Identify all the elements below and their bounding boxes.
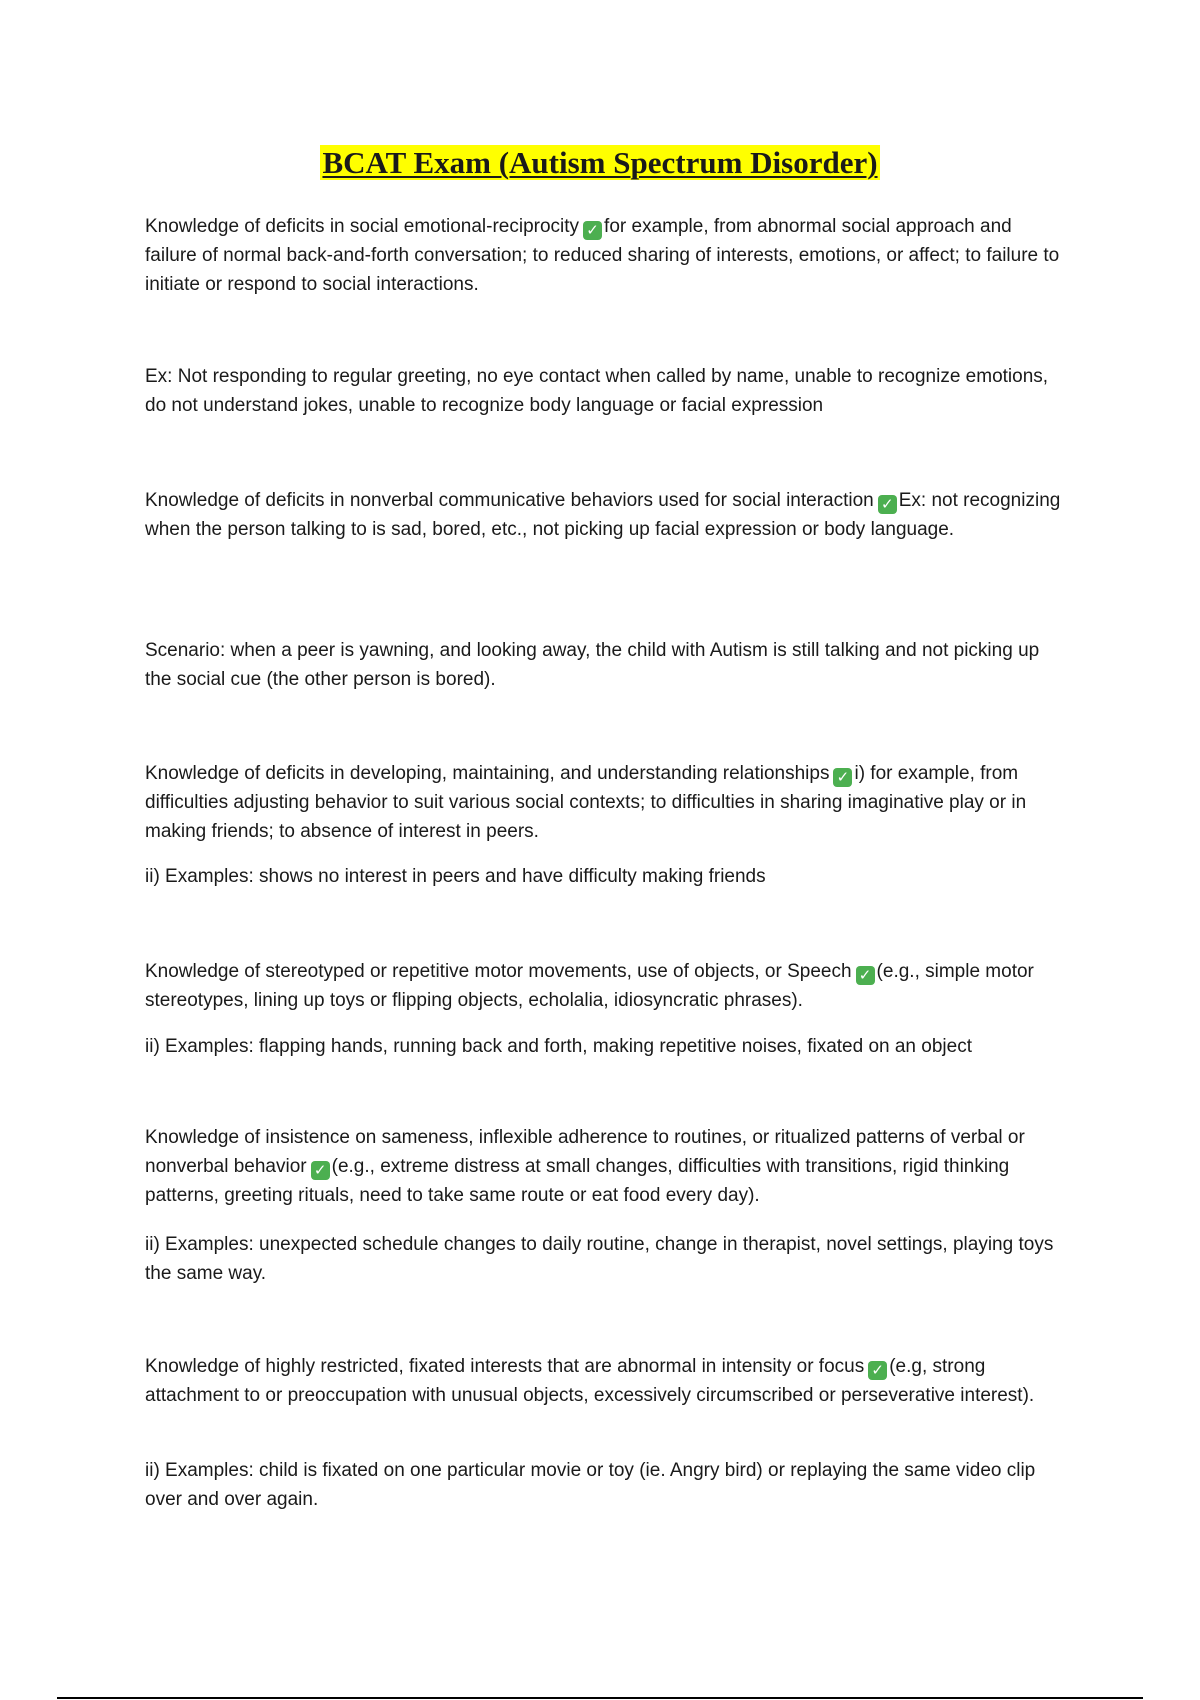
check-mark-icon: ✓: [878, 495, 897, 514]
paragraph-sameness-examples: ii) Examples: unexpected schedule changes to daily routine, change in therapist, novel settings, playing toys the same way.: [145, 1234, 1054, 1284]
page-title: [0, 143, 1200, 183]
paragraph-detail: i) for example, from difficulties adjusting behavior to suit various social contexts; to difficulties in sharing imaginative play or in making friends; to absence of interest in peers.: [145, 763, 1027, 842]
paragraph-lead: Knowledge of highly restricted, fixated interests that are abnormal in intensity or focus: [145, 1356, 865, 1377]
check-mark-icon: ✓: [856, 966, 875, 985]
paragraph-restricted-interests: [145, 1352, 1065, 1410]
paragraph-social-emotional-reciprocity: [145, 212, 1065, 299]
paragraph-detail: (e.g., simple motor stereotypes, lining up toys or flipping objects, echolalia, idiosyncratic phrases).: [145, 961, 1034, 1011]
paragraph-relationships: [145, 759, 1065, 846]
paragraph-insistence-sameness: [145, 1123, 1065, 1210]
paragraph-scenario: Scenario: when a peer is yawning, and looking away, the child with Autism is still talking and not picking up the social cue (the other person is bored).: [145, 640, 1040, 690]
page-title-text: BCAT Exam (Autism Spectrum Disorder): [322, 145, 878, 180]
paragraph-detail: Ex: not recognizing when the person talking to is sad, bored, etc., not picking up facial expression or body language.: [145, 490, 1061, 540]
check-mark-icon: ✓: [311, 1161, 330, 1180]
paragraph-example-greeting: Ex: Not responding to regular greeting, no eye contact when called by name, unable to recognize emotions, do not understand jokes, unable to recognize body language or facial expression: [145, 366, 1049, 416]
paragraph-nonverbal-communication: [145, 486, 1065, 544]
check-mark-icon: ✓: [583, 221, 602, 240]
paragraph-stereotyped-movements: [145, 957, 1065, 1015]
paragraph-lead: Knowledge of insistence on sameness, inflexible adherence to routines, or ritualized patterns of verbal or nonverbal behavior: [145, 1127, 1025, 1177]
paragraph-detail: for example, from abnormal social approach and failure of normal back-and-forth conversation; to reduced sharing of interests, emotions, or affect; to failure to initiate or respond to social interactions.: [145, 216, 1060, 295]
paragraph-relationships-examples: ii) Examples: shows no interest in peers and have difficulty making friends: [145, 866, 766, 887]
check-mark-icon: ✓: [868, 1361, 887, 1380]
check-mark-icon: ✓: [833, 768, 852, 787]
paragraph-lead: Knowledge of deficits in developing, maintaining, and understanding relationships: [145, 763, 830, 784]
paragraph-restricted-examples: ii) Examples: child is fixated on one particular movie or toy (ie. Angry bird) or replaying the same video clip over and over again.: [145, 1460, 1036, 1510]
paragraph-detail: (e.g, strong attachment to or preoccupation with unusual objects, excessively circumscribed or perseverative interest).: [145, 1356, 1035, 1406]
paragraph-lead: Knowledge of deficits in nonverbal communicative behaviors used for social interaction: [145, 490, 874, 511]
footer-divider: [57, 1697, 1143, 1699]
paragraph-stereotyped-examples: ii) Examples: flapping hands, running back and forth, making repetitive noises, fixated on an object: [145, 1036, 972, 1057]
paragraph-lead: Knowledge of stereotyped or repetitive motor movements, use of objects, or Speech: [145, 961, 852, 982]
paragraph-detail: (e.g., extreme distress at small changes, difficulties with transitions, rigid thinking patterns, greeting rituals, need to take same route or eat food every day).: [145, 1156, 1010, 1206]
paragraph-lead: Knowledge of deficits in social emotional-reciprocity: [145, 216, 580, 237]
